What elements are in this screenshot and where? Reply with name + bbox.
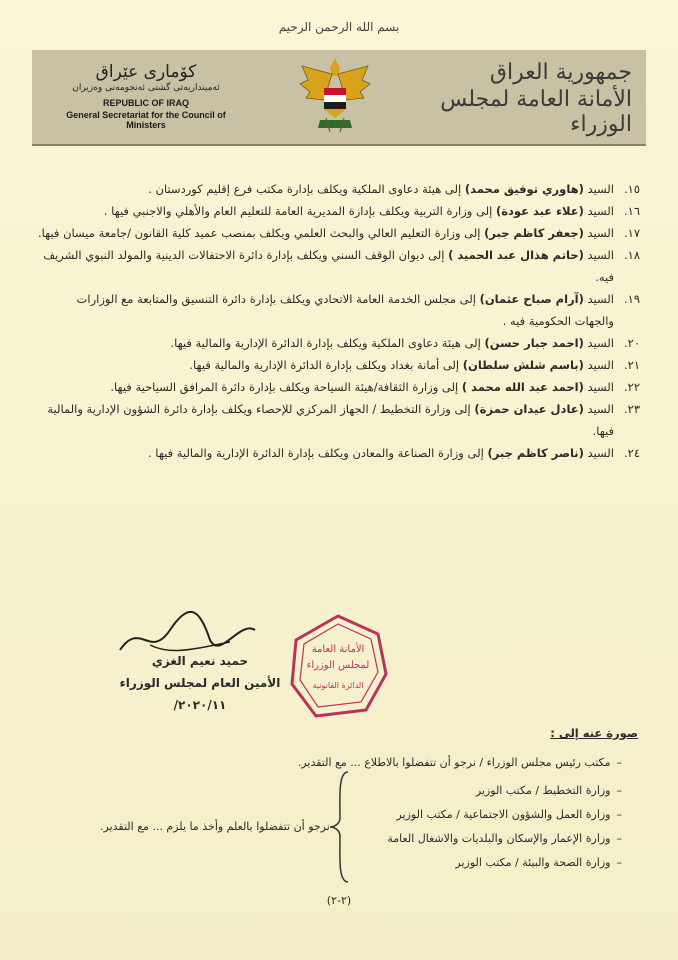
page-number: (٢-٢) xyxy=(326,894,352,907)
kurdish-title: كۆماری عێراق xyxy=(95,62,197,82)
svg-text:لمجلس الوزراء: لمجلس الوزراء xyxy=(306,660,370,671)
list-item: ١٨. السيد (حاتم هذال عبد الحميد ) إلى ديوان الوقف السني ويكلف بإدارة دائرة الاحتفالات الدينية والمولد النبوي الشريف فيه. xyxy=(43,248,640,284)
kurdish-subtitle: ئەمینداریەتی گشتی ئەنجومەنی وەزیران xyxy=(72,83,220,93)
list-item: ٢١. السيد (باسم شلش سلطان) إلى أمانة بغداد ويكلف بإدارة الدائرة الإدارية والمالية فيها. xyxy=(189,358,640,372)
signer-title: الأمين العام لمجلس الوزراء xyxy=(119,676,281,690)
decree-list xyxy=(38,178,640,464)
list-item: ١٦. السيد (علاء عبد عودة) إلى وزارة التربية ويكلف بإدارة المديرية العامة للتعليم العام والأهلي والاجنبي فيها . xyxy=(103,204,640,218)
official-stamp xyxy=(286,612,390,722)
copy-recipient: – وزارة الإعمار والإسكان والبلديات والاشغال العامة xyxy=(387,832,622,845)
list-item: ٢٤. السيد (ناصر كاظم جبر) إلى وزارة الصناعة والمعادن ويكلف بإدارة الدائرة الإدارية والمالية فيها . xyxy=(148,446,640,460)
copy-recipient: – وزارة التخطيط / مكتب الوزير xyxy=(476,784,622,797)
signature-block xyxy=(100,654,300,720)
copy-first-recipient: – مكتب رئيس مجلس الوزراء / نرجو أن تتفضلوا بالاطلاع ... مع التقدير. xyxy=(298,756,622,769)
curly-brace xyxy=(328,768,352,886)
letterhead-left xyxy=(46,62,246,130)
arabic-title: جمهورية العراق xyxy=(489,60,632,85)
arabic-subtitle: الأمانة العامة لمجلس الوزراء xyxy=(440,87,632,137)
copy-to-title: صورة عنه إلى : xyxy=(550,726,638,740)
english-subtitle: General Secretariat for the Council of Ministers xyxy=(66,110,226,130)
eagle-emblem-icon xyxy=(294,54,376,140)
copy-recipient: – وزارة العمل والشؤون الاجتماعية / مكتب الوزير xyxy=(396,808,622,821)
list-item: ٢٠. السيد (احمد جبار حسن) إلى هيئة دعاوى الملكية ويكلف بإدارة الدائرة الإدارية والمالية فيها. xyxy=(170,336,640,350)
letterhead xyxy=(32,50,646,146)
list-item: ١٩. السيد (آرام صباح عثمان) إلى مجلس الخدمة العامة الاتحادي ويكلف بإدارة دائرة التنسيق والمتابعة مع الوزارات والجهات الحكومية فيه . xyxy=(76,292,640,328)
svg-text:الدائرة القانونية: الدائرة القانونية xyxy=(312,681,364,690)
signer-name: حميد نعيم الغزي xyxy=(151,654,249,668)
signature-date: ٢٠٢٠/١١/ xyxy=(173,698,227,712)
group-note: نرجو أن تتفضلوا بالعلم وأخذ ما يلزم ... مع التقدير. xyxy=(100,820,330,833)
list-item: ١٥. السيد (هاوري توفيق محمد) إلى هيئة دعاوى الملكية ويكلف بإدارة مكتب فرع إقليم كوردستان . xyxy=(148,182,640,196)
list-item: ١٧. السيد (جعفر كاظم جبر) إلى وزارة التعليم العالي والبحث العلمي ويكلف بمنصب عميد كلية القانون /جامعة ميسان فيها. xyxy=(38,226,640,240)
copy-recipient: – وزارة الصحة والبيئة / مكتب الوزير xyxy=(455,856,622,869)
letterhead-right xyxy=(402,60,632,137)
list-item: ٢٢. السيد (احمد عبد الله محمد ) إلى وزارة الثقافة/هيئة السياحة ويكلف بإدارة دائرة المرافق السياحية فيها. xyxy=(110,380,640,394)
svg-text:الأمانة العامة: الأمانة العامة xyxy=(311,644,365,655)
english-title: REPUBLIC OF IRAQ xyxy=(102,98,189,108)
basmala: بسم الله الرحمن الرحيم xyxy=(278,20,400,34)
list-item: ٢٣. السيد (عادل عيدان حمزة) إلى وزارة التخطيط / الجهاز المركزي للإحصاء ويكلف بإدارة دائرة الشؤون الإدارية والمالية فيها. xyxy=(47,402,640,438)
